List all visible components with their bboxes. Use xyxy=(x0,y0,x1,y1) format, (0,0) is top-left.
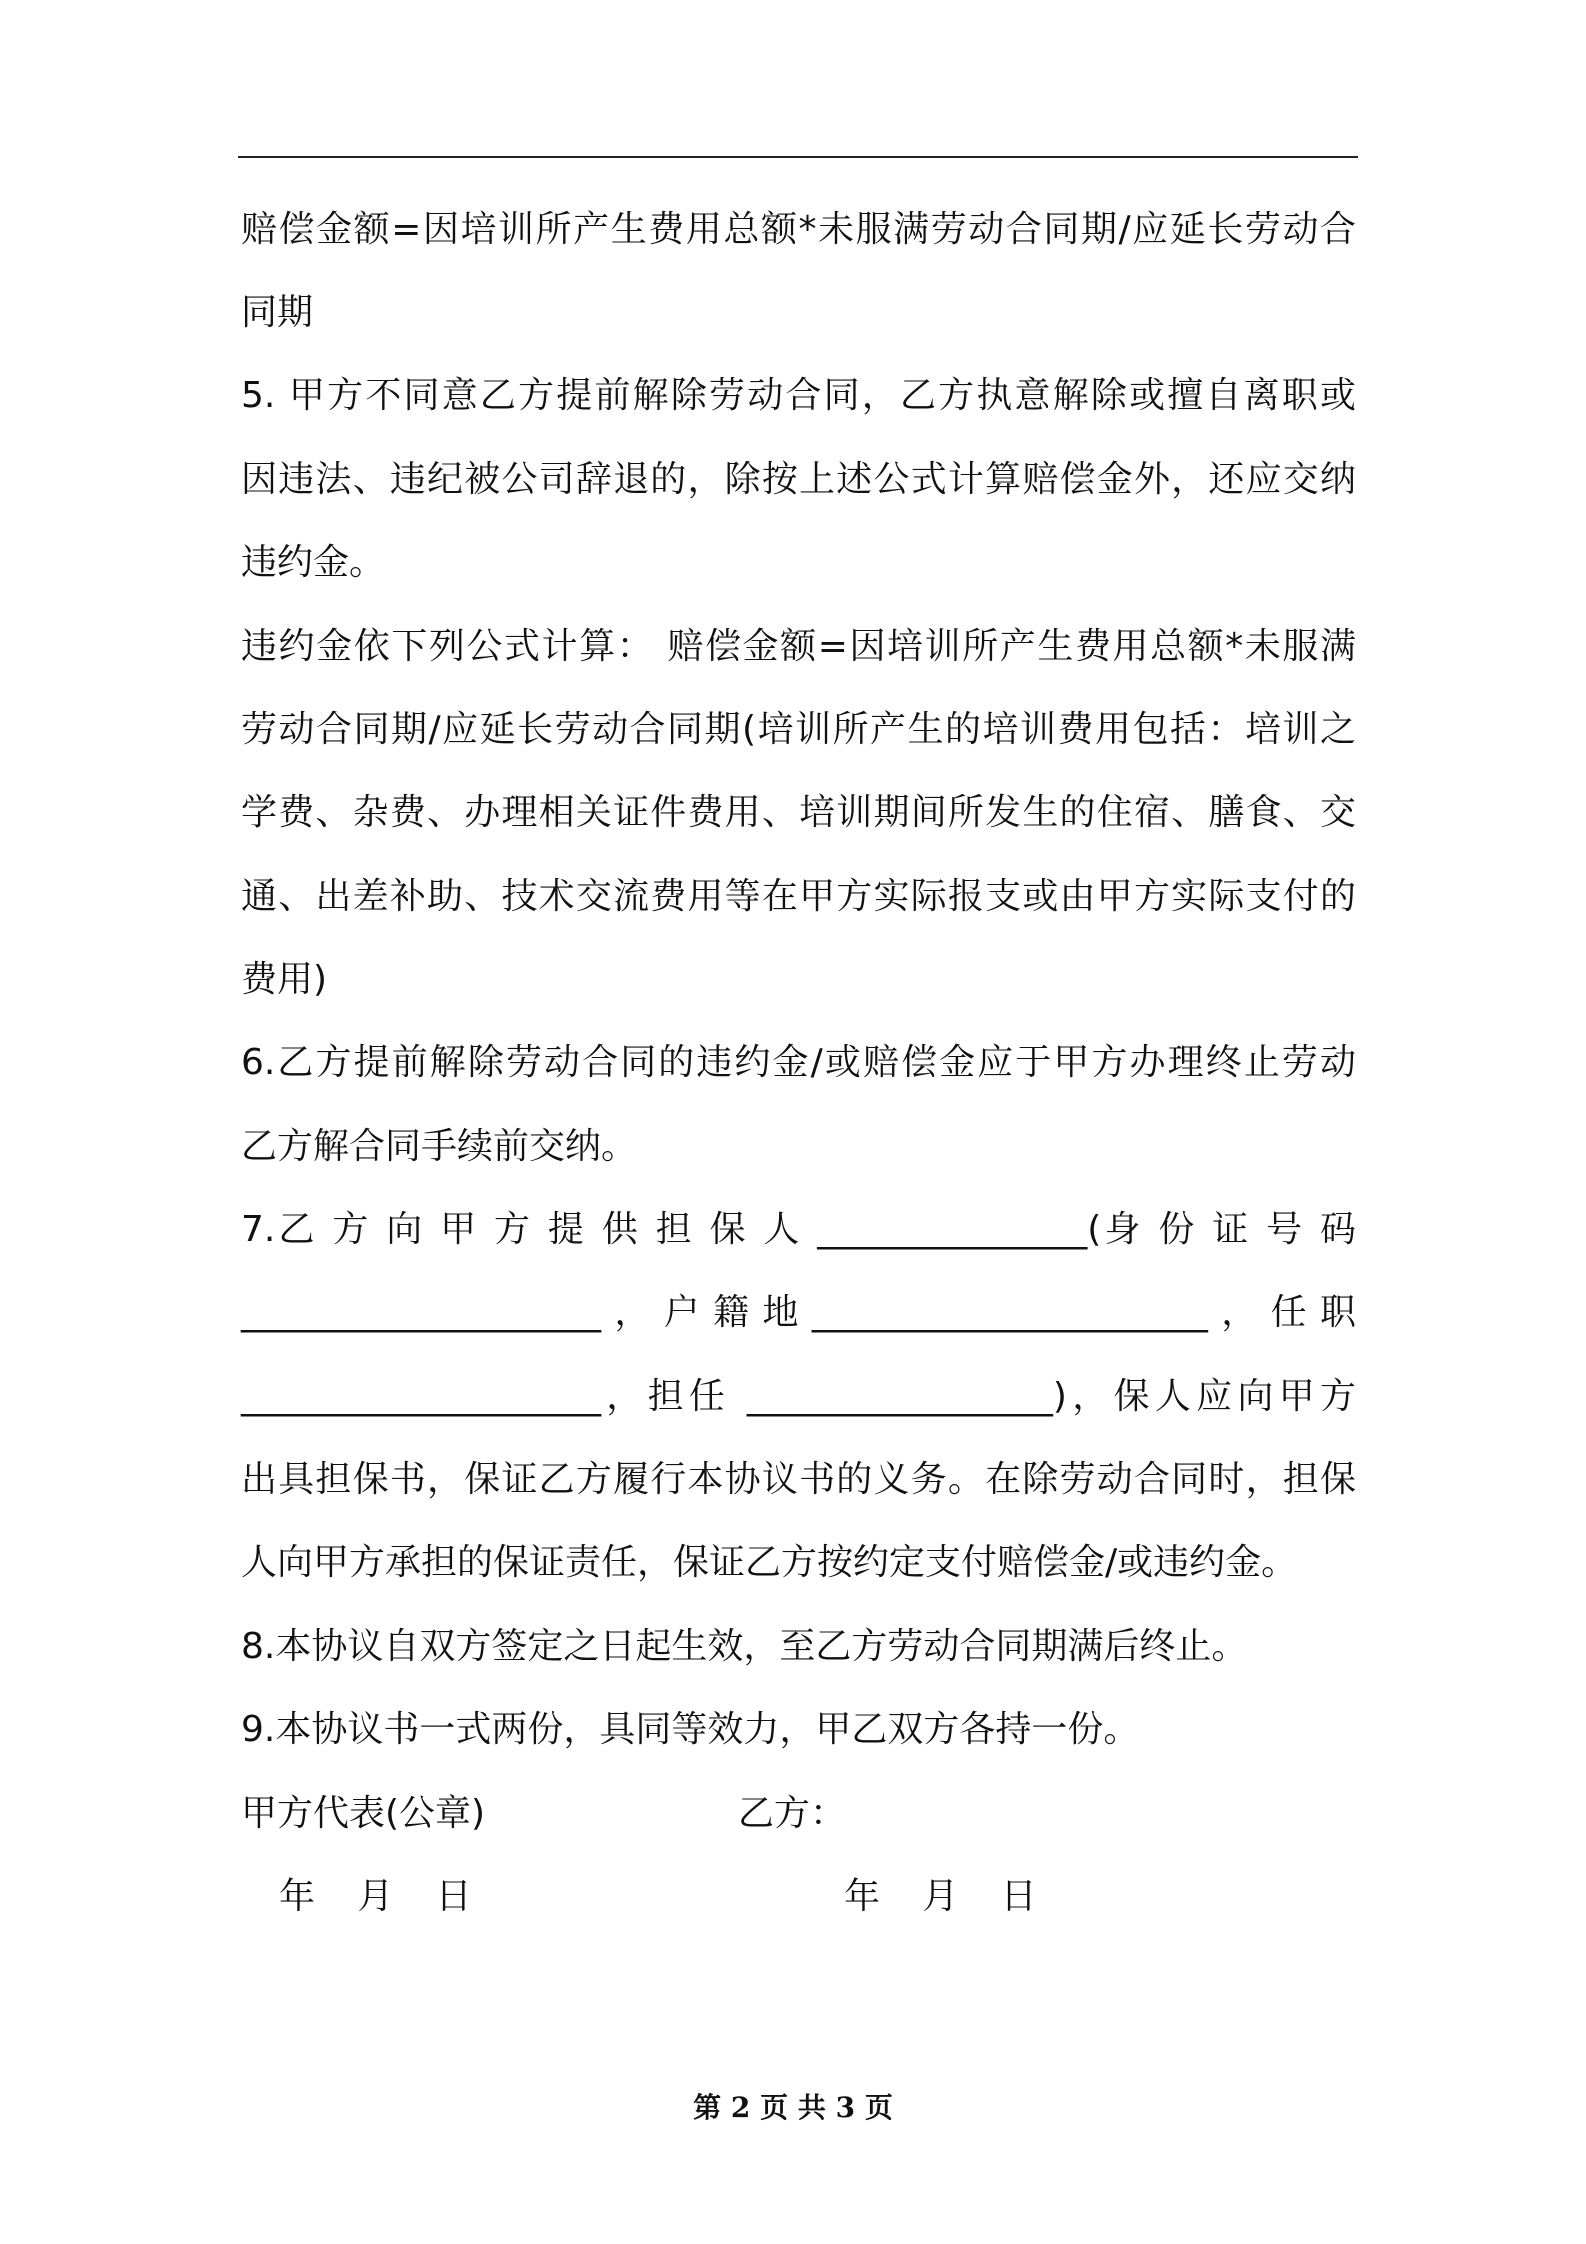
page-number-footer: 第 2 页 共 3 页 xyxy=(693,2091,893,2124)
body-line: 学费、杂费、办理相关证件费用、培训期间所发生的住宿、膳食、交 xyxy=(241,792,1356,833)
body-line: ____________________，担任 _________________)，保人应向甲方 xyxy=(241,1376,1356,1417)
body-line: 违约金。 xyxy=(241,542,386,583)
body-line: 劳动合同期/应延长劳动合同期(培训所产生的培训费用包括：培训之 xyxy=(241,709,1356,750)
party-a-signature-label: 甲方代表(公章) xyxy=(241,1793,486,1834)
party-b-date: 年 月 日 xyxy=(844,1876,1039,1917)
body-line: 乙方解合同手续前交纳。 xyxy=(241,1126,638,1167)
body-line: 8.本协议自双方签定之日起生效，至乙方劳动合同期满后终止。 xyxy=(241,1626,1248,1667)
body-line: 因违法、违纪被公司辞退的，除按上述公式计算赔偿金外，还应交纳 xyxy=(241,459,1356,500)
body-line: 7.乙 方 向 甲 方 提 供 担 保 人 _______________(身 份 证 号 码 xyxy=(241,1209,1356,1250)
party-b-signature-label: 乙方： xyxy=(738,1793,847,1834)
body-line: 同期 xyxy=(241,292,314,333)
body-line: 人向甲方承担的保证责任，保证乙方按约定支付赔偿金/或违约金。 xyxy=(241,1542,1298,1583)
body-line: 违约金依下列公式计算： 赔偿金额=因培训所产生费用总额*未服满 xyxy=(241,626,1356,667)
body-line: 9.本协议书一式两份，具同等效力，甲乙双方各持一份。 xyxy=(241,1709,1140,1750)
body-line: 通、出差补助、技术交流费用等在甲方实际报支或由甲方实际支付的 xyxy=(241,876,1356,917)
body-line: 赔偿金额=因培训所产生费用总额*未服满劳动合同期/应延长劳动合 xyxy=(241,209,1356,250)
body-line: 6.乙方提前解除劳动合同的违约金/或赔偿金应于甲方办理终止劳动 xyxy=(241,1042,1356,1083)
body-line: 出具担保书，保证乙方履行本协议书的义务。在除劳动合同时，担保 xyxy=(241,1459,1356,1500)
body-line: 5. 甲方不同意乙方提前解除劳动合同，乙方执意解除或擅自离职或 xyxy=(241,375,1356,416)
party-a-date: 年 月 日 xyxy=(279,1876,474,1917)
header-divider xyxy=(238,156,1358,158)
body-line: 费用) xyxy=(241,959,328,1000)
body-line: ____________________，户籍地______________________，任职 xyxy=(241,1292,1356,1333)
